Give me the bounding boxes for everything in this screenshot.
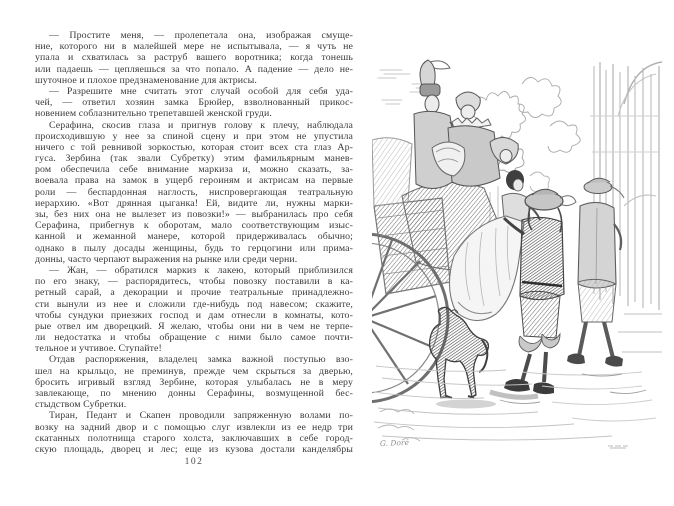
text-line: упала и схватилась за раструб вашего воротника; когда тонешь xyxy=(35,52,353,64)
text-line: бросить игривый взгляд Зербине, которая улыбалась не в меру xyxy=(35,376,353,388)
page-text xyxy=(35,30,353,455)
text-line: зы, без них она не вылезет из повозки!» — выбранилась про себя xyxy=(35,209,353,220)
illustration xyxy=(372,56,664,454)
text-line: или падаешь — цепляешься за что попало. А падение — дело не- xyxy=(35,63,353,75)
text-line: скую площадь, дворец и лес; еще из кузова достали канделябры xyxy=(35,443,353,455)
paragraph xyxy=(35,265,353,355)
text-line: стыдством Субретки. xyxy=(35,399,127,411)
paragraph xyxy=(35,86,353,120)
text-line: шел на крыльцо, не преминув, прежде чем скрыться за дверью, xyxy=(35,365,353,377)
text-line: иерархию. «Вот дрянная цыганка! Ей, видите ли, нужны марки- xyxy=(35,197,353,209)
text-line: канной и жеманной манере, которой придерживалась обычно; xyxy=(35,231,353,243)
page-number: 102 xyxy=(184,457,204,467)
text-line: ли недостатка и чтобы обращение с ними было самое почти- xyxy=(35,332,353,344)
text-line: ретный сарай, а декорации и прочие театральные принадлежно- xyxy=(35,287,353,299)
text-line: рые отвел им дворецкий. Я желаю, чтобы они ни в чем не терпе- xyxy=(35,320,353,332)
text-line: донны, часто черпают выражения на рынке или среди черни. xyxy=(35,253,298,265)
text-line: роли — беспардонная наглость, ниспровергающая театральную xyxy=(35,186,353,198)
paragraph xyxy=(35,120,353,265)
text-line: — Разрешите мне считать этот случай особой для себя уда- xyxy=(49,85,353,97)
text-line: скатанных полотнища старого холста, заключавших в себе город- xyxy=(35,432,353,444)
text-line: чтобы сундуки приезжих господ и дам отнесли в комнаты, кото- xyxy=(35,309,353,321)
artist-signature: G. Doré xyxy=(379,437,410,448)
text-line: шуточное и плохое предзнаменование для актрисы. xyxy=(35,74,257,86)
text-line: Серафина, скосив глаза и пригнув голову к плечу, наблюдала xyxy=(49,119,353,131)
text-line: возку на задний двор и с помощью слуг извлекли из ее недр три xyxy=(35,421,353,433)
text-line: чей, — ответил хозяин замка Брюйер, взволнованный прикос- xyxy=(35,97,353,109)
text-line: воевала права на замок в ущерб героиням и актрисам на первые xyxy=(35,175,353,187)
text-line: — Жан, — обратился маркиз к лакею, который приблизился xyxy=(49,264,353,276)
text-line: тельное и учтивое. Ступайте! xyxy=(35,343,162,355)
text-line: ние, которого ни в малейшей мере не испытывала, — я чуть не xyxy=(35,41,353,53)
text-line: завлекающе, по мнению донны Серафины, возмущенной бес- xyxy=(35,388,353,399)
paragraph xyxy=(35,30,353,86)
text-line: — Простите меня, — пролепетала она, изображая смуще- xyxy=(49,30,353,41)
dog-figure xyxy=(430,307,538,408)
paragraph xyxy=(35,410,353,455)
paragraph xyxy=(35,354,353,410)
engraver-mark xyxy=(608,446,628,448)
walking-man-figure xyxy=(567,178,624,366)
text-line: однако в пылу досады женщины, будь то герцогини или прима- xyxy=(35,242,353,254)
illustration-engraving xyxy=(372,56,664,454)
ground-strokes xyxy=(374,366,656,441)
text-line: Серафина, прибегнув к оборотам, мало соответствующим изыс- xyxy=(35,220,353,232)
text-line: Отдав распоряжения, владелец замка важной поступью взо- xyxy=(49,354,353,366)
text-line: новением соблазнительно трепетавшей женской груди. xyxy=(35,108,272,120)
text-line: сти вынули из нее и сложили где-нибудь под навесом; скажите, xyxy=(35,298,353,310)
text-line: Тиран, Педант и Скапен проводили запряженную волами по- xyxy=(49,410,353,422)
text-line: происходившую у нее за спиной сцену и при этом не упустила xyxy=(35,130,353,142)
text-line: ром обеспечила себе внимание маркиза и, можно сказать, за- xyxy=(35,164,353,176)
text-line: ничего с той ревнивой зоркостью, которая стоит всех ста глаз Ар- xyxy=(35,141,353,153)
text-line: по его знаку, — распорядитесь, чтобы повозку поставили в ка- xyxy=(35,276,353,288)
text-line: гуса. Зербина (так звали Субретку) этим фамильярным манев- xyxy=(35,153,353,165)
